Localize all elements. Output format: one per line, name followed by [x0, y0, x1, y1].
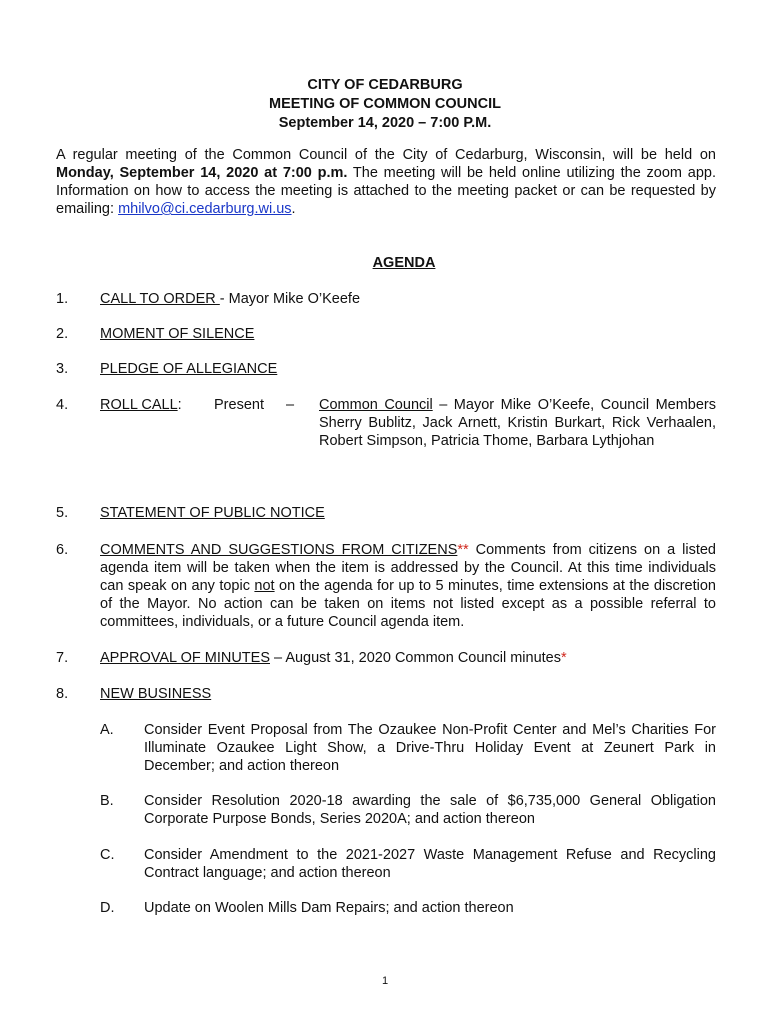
subitem-a — [100, 721, 716, 775]
item-text: Comments from citizens on a listed agenda item will be taken when the item is addressed by the Council. At this time individuals can speak on any topic — [100, 542, 716, 594]
agenda-item-2 — [56, 325, 716, 343]
asterisk: * — [560, 650, 567, 666]
subitem-letter: D. — [100, 900, 115, 916]
subitem-letter: B. — [100, 793, 114, 809]
item-number: 2. — [56, 326, 69, 342]
agenda-item-1 — [56, 290, 716, 308]
item-number: 3. — [56, 361, 69, 377]
asterisks: ** — [457, 542, 469, 558]
subitem-text: Consider Resolution 2020-18 awarding the sale of $6,735,000 General Obligation Corporate Purpose Bonds, Series 2020A; and action thereon — [144, 793, 716, 827]
item-number: 4. — [56, 397, 69, 413]
agenda-item-8 — [56, 685, 716, 703]
item-label: ROLL CALL — [100, 397, 178, 413]
item-label: STATEMENT OF PUBLIC NOTICE — [100, 505, 325, 521]
council-label: Common Council — [319, 397, 433, 413]
email-link[interactable]: mhilvo@ci.cedarburg.wi.us — [118, 201, 292, 217]
agenda-item-7 — [56, 649, 716, 667]
item-number: 7. — [56, 650, 69, 666]
intro-text-1: A regular meeting of the Common Council of the City of Cedarburg, Wisconsin, will be held on — [56, 147, 716, 163]
item-number: 6. — [56, 542, 69, 558]
item-label: PLEDGE OF ALLEGIANCE — [100, 361, 278, 377]
subitem-letter: A. — [100, 722, 114, 738]
document-header — [0, 76, 770, 133]
subitem-b — [100, 792, 716, 828]
agenda-item-3 — [56, 360, 716, 378]
agenda-title: AGENDA — [372, 255, 436, 271]
header-city: CITY OF CEDARBURG — [307, 77, 463, 93]
council-members: – Mayor Mike O’Keefe, Council Members Sherry Bublitz, Jack Arnett, Kristin Burkart, Rick Verhaalen, Robert Simpson, Patricia Thome, Barbara Lythjohan — [319, 397, 716, 449]
header-meeting: MEETING OF COMMON COUNCIL — [269, 96, 501, 112]
roll-call-members — [319, 396, 716, 450]
intro-end: . — [291, 201, 296, 217]
intro-text-2: The meeting will be held online utilizing the zoom app. Information on how to access the meeting is attached to the meeting packet or can be requested by emailing: — [56, 165, 716, 217]
item-text: – August 31, 2020 Common Council minutes — [270, 650, 561, 666]
roll-dash: – — [286, 397, 295, 413]
page-number: 1 — [381, 975, 389, 987]
item-number: 1. — [56, 291, 69, 307]
header-date: September 14, 2020 – 7:00 P.M. — [278, 115, 492, 131]
subitem-letter: C. — [100, 847, 115, 863]
item-label: CALL TO ORDER — [100, 291, 220, 307]
roll-colon: : — [177, 397, 182, 413]
intro-meeting-date: Monday, September 14, 2020 at 7:00 p.m. — [56, 165, 348, 181]
item-label: MOMENT OF SILENCE — [100, 326, 255, 342]
agenda-item-6 — [56, 541, 716, 631]
subitem-text: Consider Event Proposal from The Ozaukee Non-Profit Center and Mel’s Charities For Illuminate Ozaukee Light Show, a Drive-Thru Holiday Event at Zeunert Park in December; and action thereon — [144, 722, 716, 774]
subitem-text: Update on Woolen Mills Dam Repairs; and action thereon — [144, 900, 514, 916]
item-text: - Mayor Mike O’Keefe — [219, 291, 361, 307]
item-label: COMMENTS AND SUGGESTIONS FROM CITIZENS — [100, 542, 458, 558]
item-label: NEW BUSINESS — [100, 686, 212, 702]
item-number: 5. — [56, 505, 69, 521]
agenda-item-4 — [56, 396, 716, 476]
emphasis-not: not — [254, 578, 275, 594]
agenda-item-5 — [56, 504, 716, 522]
subitem-text: Consider Amendment to the 2021-2027 Waste Management Refuse and Recycling Contract language; and action thereon — [144, 847, 716, 881]
item-label: APPROVAL OF MINUTES — [100, 650, 270, 666]
item-text-2: on the agenda for up to 5 minutes, time extensions at the discretion of the Mayor. No action can be taken on items not listed except as a possible referral to committees, individuals, or a future Council agenda item. — [100, 578, 716, 630]
subitem-c — [100, 846, 716, 882]
subitem-d — [100, 899, 716, 917]
roll-present: Present — [214, 397, 264, 413]
item-number: 8. — [56, 686, 69, 702]
intro-paragraph — [56, 146, 716, 218]
